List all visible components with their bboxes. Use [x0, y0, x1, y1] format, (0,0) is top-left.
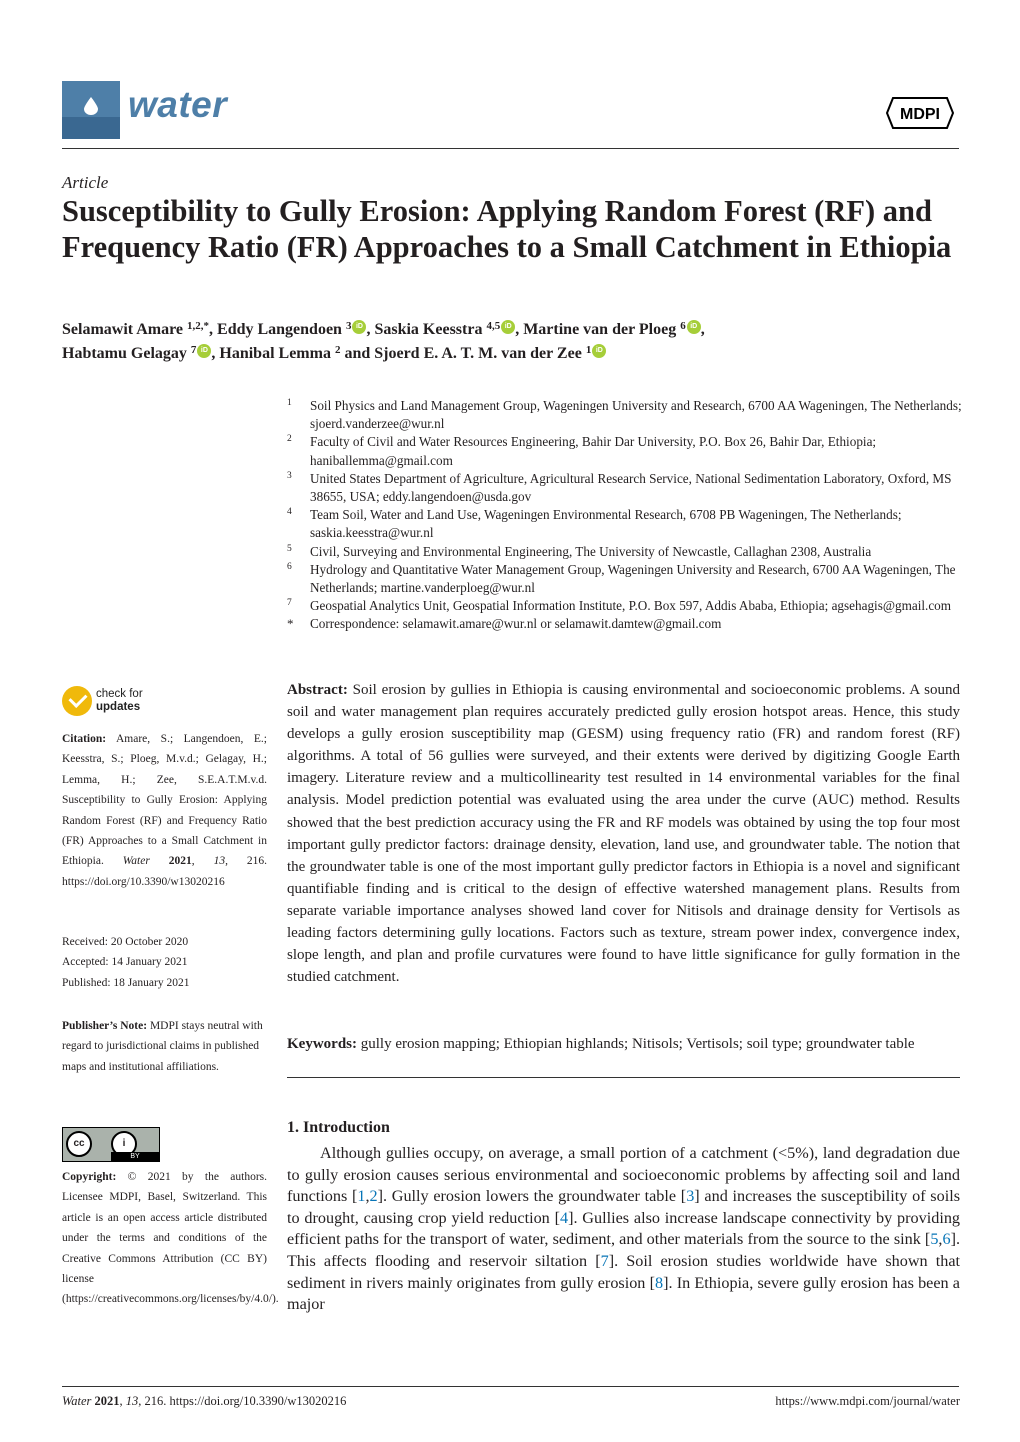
mdpi-logo[interactable] [885, 96, 955, 130]
footer-doi[interactable]: , 216. https://doi.org/10.3390/w13020216 [138, 1394, 347, 1408]
checkmark-icon [62, 686, 92, 716]
creative-commons-icon: cc [66, 1131, 92, 1157]
header-divider [62, 148, 959, 149]
author-name[interactable]: Selamawit Amare [62, 321, 184, 338]
orcid-icon[interactable]: iD [501, 320, 515, 334]
affiliation: 6 Hydrology and Quantitative Water Management Group, Wageningen University and Research, 6700 AA Wageningen, The Netherlands; martine.vanderploeg@wur.nl [287, 561, 956, 596]
affiliation-list [287, 397, 967, 634]
introduction-body [287, 1143, 960, 1316]
publisher-note-label: Publisher’s Note: [62, 1020, 148, 1032]
citation-link[interactable]: 4 [559, 1208, 569, 1227]
orcid-icon[interactable]: iD [197, 344, 211, 358]
affiliation: 4 Team Soil, Water and Land Use, Wageningen Environmental Research, 6708 PB Wageningen, The Netherlands; saskia.keesstra@wur.nl [287, 507, 902, 541]
orcid-icon[interactable]: iD [352, 320, 366, 334]
keywords [287, 1033, 960, 1055]
orcid-icon[interactable]: iD [592, 344, 606, 358]
publisher-note [62, 1016, 267, 1077]
author-affil-sup: 1,2,* [187, 320, 210, 332]
citation-link[interactable]: 5 [930, 1230, 939, 1249]
article-type: Article [62, 173, 109, 192]
published-date: Published: 18 January 2021 [62, 976, 190, 989]
footer-journal-url[interactable]: https://www.mdpi.com/journal/water [775, 1394, 960, 1408]
citation-link[interactable]: 8 [654, 1273, 664, 1292]
citation-link[interactable]: 2 [369, 1187, 378, 1206]
check-for-updates-button[interactable] [62, 686, 182, 718]
citation-volume: 13 [213, 855, 226, 868]
cc-by-license-badge[interactable] [62, 1127, 160, 1162]
journal-logo [62, 81, 120, 139]
copyright-block [62, 1167, 279, 1310]
dates-block [62, 932, 267, 993]
keywords-text: gully erosion mapping; Ethiopian highlands; Nitisols; Vertisols; soil type; groundwater table [360, 1036, 915, 1052]
orcid-icon[interactable]: iD [687, 320, 701, 334]
updates-label: updates [96, 701, 141, 713]
keywords-divider [287, 1077, 960, 1078]
author-name[interactable]: Eddy Langendoen [217, 321, 342, 338]
section-heading: 1. Introduction [287, 1119, 390, 1136]
abstract [287, 679, 960, 988]
abstract-text: Soil erosion by gullies in Ethiopia is causing environmental and socioeconomic problems. A sound soil and water management plan requires accurately predicted gully erosion hotspot areas. Hence, this study develops a gully erosion susceptibility map (GESM) using frequency ratio (FR) and random forest (RF) algorithms. A total of 56 gullies were surveyed, and their extents were derived by digitizing Google Earth imagery. Literature review and a multicollinearity test resulted in 14 environmental variables for the final analysis. Model prediction potential was evaluated using the area under the curve (AUC) method. Results showed that the best prediction accuracy using the FR and RF models was obtained by using the top four most important gully predictor factors: drainage density, elevation, land use, and groundwater table. The notion that the groundwater table is one of the most important gully predictor factors in Ethiopia is a novel and significant quantifiable finding and is critical to the design of effective watershed management plans. Results from separate variable importance analyses showed land cover for Nitisols and drainage density for Vertisols as leading factors determining gully locations. Factors such as texture, stream power index, convergence index, slope length, and plan and profile curvatures were found to have little significance for gully formation in the studied catchment. [287, 682, 960, 986]
affiliation: 2 Faculty of Civil and Water Resources Engineering, Bahir Dar University, P.O. Box 26, Bahir Dar, Ethiopia; haniballemma@gmail.com [287, 434, 877, 468]
citation-text: Amare, S.; Langendoen, E.; Keesstra, S.; Ploeg, M.v.d.; Gelagay, H.; Lemma, H.; Zee, S.E.A.T.M.v.d. Susceptibility to Gully Erosion: Applying Random Forest (RF) and Frequency Ratio (FR) Approaches to a Small Catchment in Ethiopia. [62, 733, 267, 868]
copyright-text: © 2021 by the authors. Licensee MDPI, Basel, Switzerland. This article is an open access article distributed under the terms and conditions of the Creative Commons Attribution (CC BY) license (https://creativecommons.org/licenses/by/4.0/). [62, 1171, 279, 1306]
author-name[interactable]: Sjoerd E. A. T. M. van der Zee [374, 345, 582, 362]
citation-link[interactable]: 6 [942, 1230, 951, 1249]
paper-title: Susceptibility to Gully Erosion: Applying Random Forest (RF) and Frequency Ratio (FR) Approaches to a Small Catchment in Ethiopia [62, 194, 952, 264]
publisher-note-text: MDPI stays neutral with regard to jurisdictional claims in published maps and institutional affiliations. [62, 1020, 263, 1073]
citation-block: Citation: Amare, S.; Langendoen, E.; Keesstra, S.; Ploeg, M.v.d.; Gelagay, H.; Lemma, H.; Zee, S.E.A.T.M.v.d. Susceptibility to Gully Erosion: Applying Random Forest (RF) and Frequency Ratio (FR) Approaches to a Small Catchment in Ethiopia. Water 2021, 13, 216. https://doi.org/10.3390/w13020216 [62, 733, 268, 888]
publisher-name: MDPI [900, 106, 940, 123]
author-name[interactable]: Habtamu Gelagay [62, 345, 187, 362]
by-label: BY [111, 1152, 159, 1161]
citation-journal: Water [122, 855, 150, 868]
footer-citation: Water 2021, 13, 216. https://doi.org/10.3390/w13020216 [62, 1394, 347, 1408]
copyright-label: Copyright: [62, 1171, 117, 1183]
attribution-person-icon: i [111, 1131, 137, 1157]
citation-doi[interactable]: , 216. https://doi.org/10.3390/w13020216 [62, 855, 268, 888]
author-name[interactable]: Martine van der Ploeg [523, 321, 677, 338]
affiliation: 7 Geospatial Analytics Unit, Geospatial Information Institute, P.O. Box 597, Addis Ababa, Ethiopia; agsehagis@gmail.com [287, 598, 952, 614]
intro-paragraph: Although gullies occupy, on average, a small portion of a catchment (<5%), land degradation due to gully erosion causes serious environmental and socioeconomic problems by affecting soil and land functions [1,2]. Gully erosion lowers the groundwater table [3] and increases the susceptibility of soils to drought, causing crop yield reduction [4]. Gullies also increase landscape connectivity by providing efficient paths for the transport of water, sediment, and other materials from the source to the sink [5,6]. This affects flooding and reservoir siltation [7]. Soil erosion studies worldwide have shown that sediment in rivers mainly originates from gully erosion [8]. In Ethiopia, severe gully erosion has been a major [287, 1144, 961, 1314]
author-name[interactable]: Hanibal Lemma [219, 345, 331, 362]
check-label: check for [96, 688, 143, 700]
journal-name[interactable]: water [128, 84, 228, 125]
received-date: Received: 20 October 2020 [62, 936, 189, 948]
correspondence: * Correspondence: selamawit.amare@wur.nl or selamawit.damtew@gmail.com [287, 616, 722, 632]
author-list: Selamawit Amare $^{1,2,*}$, Eddy Langendoen $^3$ iD , Saskia Keesstra $^{4,5}$ iD , Martine van der Ploeg $^6$ iD , Habtamu Gelagay $^7$ iD , Hanibal Lemma $^2$ and Sjoerd E. A. T. M. van der Zee $^1$ iD [62, 320, 705, 362]
abstract-label: Abstract: [287, 682, 348, 698]
author-name[interactable]: Saskia Keesstra [374, 321, 483, 338]
citation-link[interactable]: 3 [686, 1187, 695, 1206]
citation-year: 2021 [168, 855, 192, 868]
citation-link[interactable]: 7 [600, 1251, 609, 1270]
citation-link[interactable]: 1 [357, 1187, 366, 1206]
water-drop-icon [84, 97, 98, 115]
affiliation: 1 Soil Physics and Land Management Group, Wageningen University and Research, 6700 AA Wageningen, The Netherlands; sjoerd.vanderzee@wur.nl [287, 398, 962, 432]
logo-wave [62, 117, 120, 139]
footer-divider [62, 1386, 959, 1387]
keywords-label: Keywords: [287, 1036, 357, 1052]
affiliation: 5 Civil, Surveying and Environmental Engineering, The University of Newcastle, Callaghan 2308, Australia [287, 543, 872, 559]
accepted-date: Accepted: 14 January 2021 [62, 956, 188, 969]
affiliation: 3 United States Department of Agriculture, Agricultural Research Service, National Sedimentation Laboratory, Oxford, MS 38655, USA; eddy.langendoen@usda.gov [287, 470, 952, 505]
citation-label: Citation: [62, 733, 107, 745]
